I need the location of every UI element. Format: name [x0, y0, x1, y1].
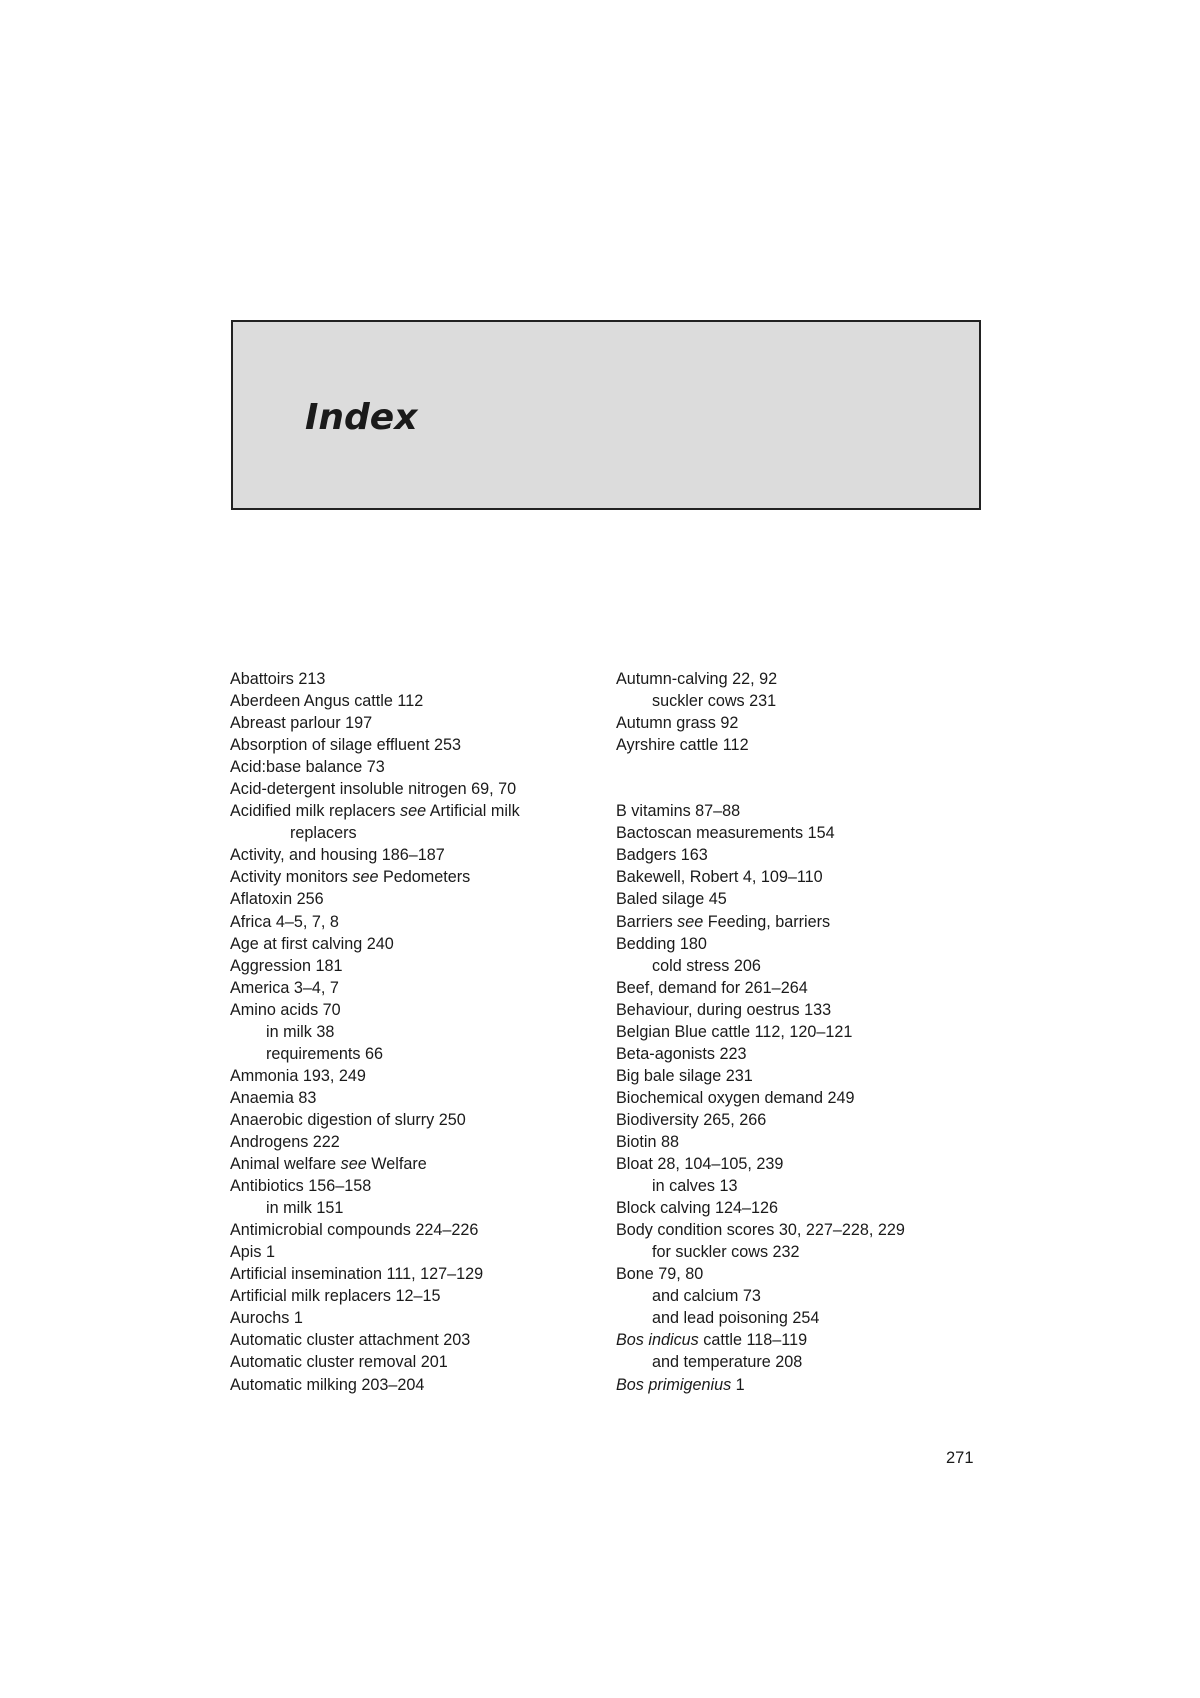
index-entry: Bactoscan measurements 154 — [616, 824, 835, 843]
page-number: 271 — [946, 1449, 974, 1467]
letter-group-gap — [616, 756, 996, 800]
index-entry: Aflatoxin 256 — [230, 890, 324, 909]
index-subentry: in milk 38 — [266, 1022, 335, 1041]
index-entry: Automatic cluster attachment 203 — [230, 1331, 471, 1350]
index-entry: Belgian Blue cattle 112, 120–121 — [616, 1022, 853, 1041]
index-entry: Aberdeen Angus cattle 112 — [230, 692, 424, 711]
index-entry-text: Welfare — [366, 1155, 427, 1174]
index-entry: Aurochs 1 — [230, 1309, 303, 1328]
index-entry: Baled silage 45 — [616, 890, 727, 909]
index-entry: Ayrshire cattle 112 — [616, 736, 749, 755]
index-subentry: and temperature 208 — [652, 1353, 803, 1372]
index-subentry: in calves 13 — [652, 1177, 738, 1196]
index-entry: Autumn-calving 22, 92 — [616, 670, 778, 688]
index-entry — [616, 1374, 996, 1396]
index-entry-text: Feeding, barriers — [703, 912, 831, 931]
index-entry-italic: Bos primigenius — [616, 1375, 732, 1394]
index-subentry: and lead poisoning 254 — [652, 1309, 820, 1328]
index-subentry: requirements 66 — [266, 1044, 383, 1063]
index-entry: Badgers 163 — [616, 846, 708, 865]
page-title: Index — [305, 397, 418, 438]
index-entry — [230, 1153, 610, 1175]
index-entry-continuation: replacers — [290, 824, 357, 843]
index-entry: Artificial insemination 111, 127–129 — [230, 1265, 484, 1284]
index-entry: Autumn grass 92 — [616, 714, 739, 733]
index-entry: Block calving 124–126 — [616, 1199, 778, 1218]
index-entry-text: 1 — [731, 1375, 745, 1394]
index-column-right — [616, 668, 996, 1396]
index-entry: Biotin 88 — [616, 1132, 679, 1151]
index-entry — [616, 1329, 996, 1351]
index-entry: Automatic milking 203–204 — [230, 1375, 425, 1394]
index-entry: Beef, demand for 261–264 — [616, 978, 808, 997]
index-entry: Abattoirs 213 — [230, 670, 326, 688]
index-entry: Beta-agonists 223 — [616, 1044, 747, 1063]
index-entry: Bedding 180 — [616, 934, 707, 953]
index-entry: Bloat 28, 104–105, 239 — [616, 1155, 784, 1174]
index-column-left — [230, 668, 610, 1396]
index-entry-text: Acidified milk replacers — [230, 802, 401, 821]
index-subentry: suckler cows 231 — [652, 692, 777, 711]
index-entry: Antibiotics 156–158 — [230, 1177, 372, 1196]
index-entry: Aggression 181 — [230, 956, 343, 975]
index-entry: Abreast parlour 197 — [230, 714, 373, 733]
index-entry: Anaemia 83 — [230, 1088, 317, 1107]
index-entry-italic: see — [352, 868, 379, 887]
index-entry-text: Pedometers — [378, 868, 471, 887]
index-subentry: cold stress 206 — [652, 956, 761, 975]
index-entry: Body condition scores 30, 227–228, 229 — [616, 1221, 905, 1240]
index-entry: Antimicrobial compounds 224–226 — [230, 1221, 479, 1240]
index-entry: Apis 1 — [230, 1243, 275, 1262]
index-entry-text: Barriers — [616, 912, 678, 931]
index-entry: Artificial milk replacers 12–15 — [230, 1287, 441, 1306]
index-entry: Ammonia 193, 249 — [230, 1066, 366, 1085]
index-entry: Acid-detergent insoluble nitrogen 69, 70 — [230, 780, 517, 799]
index-entry: Biochemical oxygen demand 249 — [616, 1088, 855, 1107]
index-entry: Acid:base balance 73 — [230, 758, 385, 777]
index-entry: Anaerobic digestion of slurry 250 — [230, 1110, 466, 1129]
index-entry — [616, 911, 996, 933]
index-entry: Big bale silage 231 — [616, 1066, 753, 1085]
index-subentry: in milk 151 — [266, 1199, 344, 1218]
index-entry: Amino acids 70 — [230, 1000, 341, 1019]
index-entry-italic: see — [677, 912, 704, 931]
index-entry-text: cattle 118–119 — [698, 1331, 808, 1350]
index-entry: Behaviour, during oestrus 133 — [616, 1000, 832, 1019]
index-entry: Bone 79, 80 — [616, 1265, 704, 1284]
index-entry: Androgens 222 — [230, 1132, 340, 1151]
index-entry: America 3–4, 7 — [230, 978, 339, 997]
index-entry: Activity, and housing 186–187 — [230, 846, 445, 865]
index-entry: Bakewell, Robert 4, 109–110 — [616, 868, 823, 887]
index-entry-italic: see — [340, 1155, 367, 1174]
index-title-box — [231, 320, 981, 510]
index-entry — [230, 866, 610, 888]
index-entry: Age at first calving 240 — [230, 934, 394, 953]
index-entry-text: Activity monitors — [230, 868, 353, 887]
index-entry — [230, 800, 610, 822]
index-entry: Automatic cluster removal 201 — [230, 1353, 448, 1372]
index-entry-text: Animal welfare — [230, 1155, 341, 1174]
index-entry-text: Artificial milk — [426, 802, 520, 821]
index-entry-italic: see — [400, 802, 427, 821]
index-subentry: and calcium 73 — [652, 1287, 761, 1306]
index-entry: Biodiversity 265, 266 — [616, 1110, 767, 1129]
index-entry: B vitamins 87–88 — [616, 802, 741, 821]
index-entry: Africa 4–5, 7, 8 — [230, 912, 339, 931]
index-subentry: for suckler cows 232 — [652, 1243, 800, 1262]
index-entry-italic: Bos indicus — [616, 1331, 699, 1350]
index-entry: Absorption of silage effluent 253 — [230, 736, 461, 755]
